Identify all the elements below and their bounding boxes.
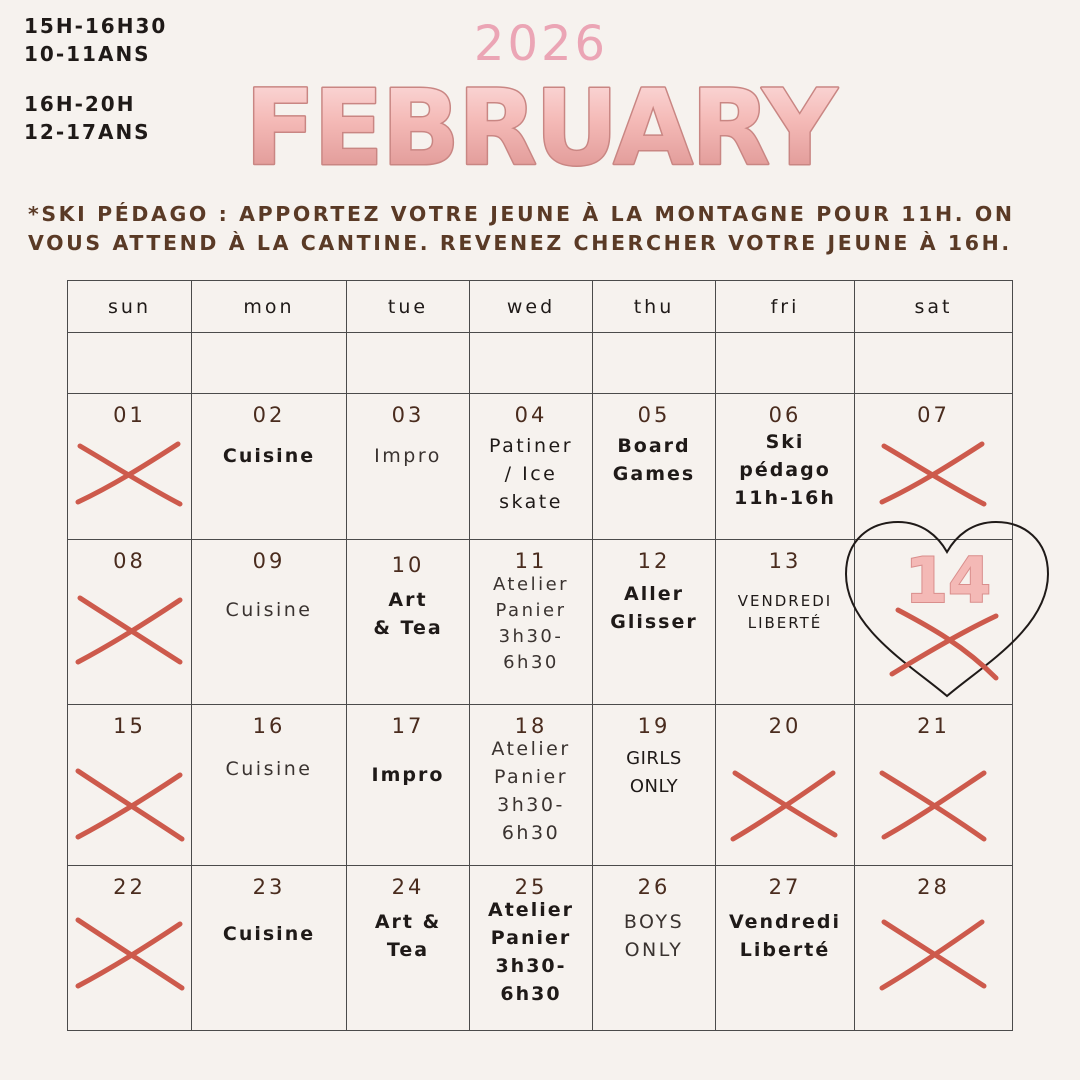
day-number: 23 — [252, 875, 286, 899]
day-cell-04 — [470, 394, 593, 540]
activity-line: 3h30- — [498, 626, 564, 647]
activity-line: 3h30- — [495, 955, 567, 977]
day-cell-12 — [593, 540, 716, 705]
day-number: 08 — [113, 549, 146, 573]
day-number: 17 — [391, 714, 425, 738]
day-number: 05 — [637, 403, 671, 427]
activity-label: Cuisine — [225, 599, 313, 621]
activity-line: pédago — [739, 459, 831, 481]
activity-line: Tea — [386, 939, 430, 961]
activity-line: Board — [617, 435, 691, 457]
day-number: 26 — [637, 875, 671, 899]
day-cell-06 — [716, 394, 855, 540]
activity-label — [470, 735, 592, 847]
day-number: 21 — [917, 714, 950, 738]
day-number: 20 — [768, 714, 802, 738]
day-number: 15 — [113, 714, 146, 738]
valentine-heart-icon — [842, 518, 1052, 700]
week-row-3 — [68, 705, 1013, 866]
schedule-age-2: 12-17ANS — [24, 120, 151, 144]
weekday-wed: wed — [470, 281, 593, 333]
day-cell-02 — [192, 394, 347, 540]
day-cell-05 — [593, 394, 716, 540]
activity-line: Liberté — [739, 939, 831, 961]
day-number: 09 — [252, 549, 286, 573]
activity-label — [593, 745, 715, 801]
activity-line: 6h30 — [503, 652, 559, 673]
closed-cross-icon — [729, 767, 841, 843]
activity-line: ONLY — [624, 939, 684, 961]
day-cell-23 — [192, 866, 347, 1031]
activity-label — [470, 896, 592, 1008]
activity-line: ONLY — [629, 776, 679, 797]
activity-line: Panier — [490, 927, 572, 949]
activity-line: Art — [388, 589, 428, 611]
weekday-sun: sun — [68, 281, 192, 333]
notice-line-2: VOUS ATTEND À LA CANTINE. REVENEZ CHERCHER VOTRE JEUNE À 16H. — [28, 231, 1012, 255]
day-number: 12 — [637, 549, 671, 573]
ski-notice — [28, 200, 1058, 258]
day-cell-28 — [855, 866, 1013, 1031]
activity-line: Ski — [765, 431, 805, 453]
empty-cell — [716, 333, 855, 394]
activity-line: Aller — [624, 583, 684, 605]
day-cell-11 — [470, 540, 593, 705]
day-number: 04 — [514, 403, 548, 427]
activity-line: Patiner — [488, 435, 574, 457]
activity-line: Atelier — [491, 738, 571, 760]
year-heading — [0, 16, 1080, 72]
empty-cell — [593, 333, 716, 394]
activity-label: Cuisine — [225, 758, 313, 780]
empty-cell — [470, 333, 593, 394]
activity-line: Atelier — [488, 899, 574, 921]
activity-label — [716, 590, 854, 634]
activity-label: Cuisine — [222, 923, 316, 945]
activity-line: & Tea — [373, 617, 443, 639]
weekday-header-row — [68, 281, 1013, 333]
day-cell-25 — [470, 866, 593, 1031]
schedule-age-1: 10-11ANS — [24, 42, 151, 66]
activity-line: VENDREDI — [737, 592, 833, 610]
day-cell-10 — [347, 540, 470, 705]
day-cell-17 — [347, 705, 470, 866]
closed-cross-icon — [74, 436, 186, 512]
day-number: 25 — [514, 875, 548, 899]
year-text: 2026 — [473, 16, 609, 72]
day-cell-16 — [192, 705, 347, 866]
day-number: 28 — [917, 875, 950, 899]
weekday-thu: thu — [593, 281, 716, 333]
day-number: 19 — [637, 714, 671, 738]
month-title — [240, 68, 840, 188]
activity-label — [716, 908, 854, 964]
month-text: FEBRUARY — [245, 68, 839, 188]
activity-label — [716, 428, 854, 512]
activity-line: Glisser — [610, 611, 698, 633]
closed-cross-icon — [878, 767, 990, 843]
schedule-time-2: 16H-20H — [24, 92, 136, 116]
empty-week-row — [68, 333, 1013, 394]
activity-line: 6h30 — [500, 983, 562, 1005]
day-cell-18 — [470, 705, 593, 866]
day-cell-26 — [593, 866, 716, 1031]
activity-line: 11h-16h — [734, 487, 836, 509]
weekday-tue: tue — [347, 281, 470, 333]
day-cell-27 — [716, 866, 855, 1031]
day-cell-08 — [68, 540, 192, 705]
activity-line: GIRLS — [626, 748, 682, 769]
day-number: 18 — [514, 714, 548, 738]
weekday-sat: sat — [855, 281, 1013, 333]
day-number: 07 — [917, 403, 950, 427]
day-number: 24 — [391, 875, 425, 899]
day-cell-19 — [593, 705, 716, 866]
day-number: 11 — [514, 549, 548, 573]
closed-cross-icon — [878, 436, 990, 512]
activity-line: / Ice — [504, 463, 558, 485]
day-cell-20 — [716, 705, 855, 866]
closed-cross-icon — [74, 592, 186, 668]
day-number: 10 — [391, 553, 425, 577]
day-cell-13 — [716, 540, 855, 705]
activity-label — [593, 432, 715, 488]
activity-label — [470, 572, 592, 676]
notice-line-1: *SKI PÉDAGO : APPORTEZ VOTRE JEUNE À LA MONTAGNE POUR 11H. ON — [28, 202, 1015, 226]
empty-cell — [192, 333, 347, 394]
day-number: 03 — [391, 403, 425, 427]
day-cell-09 — [192, 540, 347, 705]
day-number: 27 — [768, 875, 802, 899]
activity-line: Atelier — [492, 574, 570, 595]
day-cell-24 — [347, 866, 470, 1031]
day-number: 22 — [113, 875, 146, 899]
activity-line: Panier — [495, 600, 567, 621]
day-number: 06 — [768, 403, 802, 427]
activity-line: 3h30- — [497, 794, 565, 816]
day-number: 13 — [768, 549, 802, 573]
activity-line: 6h30 — [501, 822, 561, 844]
day-number: 02 — [252, 403, 286, 427]
activity-line: Art & — [374, 911, 442, 933]
day-cell-21 — [855, 705, 1013, 866]
closed-cross-icon — [74, 916, 186, 992]
activity-label — [593, 908, 715, 964]
weekday-mon: mon — [192, 281, 347, 333]
activity-label: Cuisine — [222, 445, 316, 467]
schedule-time-1: 15H-16H30 — [24, 14, 168, 38]
day-number-14: 14 — [904, 544, 992, 617]
activity-line: Games — [612, 463, 696, 485]
day-number: 16 — [252, 714, 286, 738]
empty-cell — [347, 333, 470, 394]
closed-cross-icon — [892, 610, 996, 678]
activity-label: Impro — [374, 445, 442, 467]
closed-cross-icon — [878, 916, 990, 992]
day-cell-22 — [68, 866, 192, 1031]
activity-line: skate — [499, 491, 563, 513]
activity-label — [593, 580, 715, 636]
day-cell-03 — [347, 394, 470, 540]
day-cell-01 — [68, 394, 192, 540]
activity-line: Vendredi — [728, 911, 842, 933]
weekday-fri: fri — [716, 281, 855, 333]
activity-line: Panier — [493, 766, 569, 788]
closed-cross-icon — [74, 767, 186, 843]
day-cell-15 — [68, 705, 192, 866]
activity-label — [347, 908, 469, 964]
activity-line: BOYS — [623, 911, 685, 933]
activity-label — [347, 586, 469, 642]
week-row-4 — [68, 866, 1013, 1031]
activity-label — [470, 432, 592, 516]
activity-label: Impro — [371, 764, 445, 786]
empty-cell — [855, 333, 1013, 394]
day-number: 01 — [113, 403, 146, 427]
empty-cell — [68, 333, 192, 394]
activity-line: LIBERTÉ — [747, 614, 823, 632]
